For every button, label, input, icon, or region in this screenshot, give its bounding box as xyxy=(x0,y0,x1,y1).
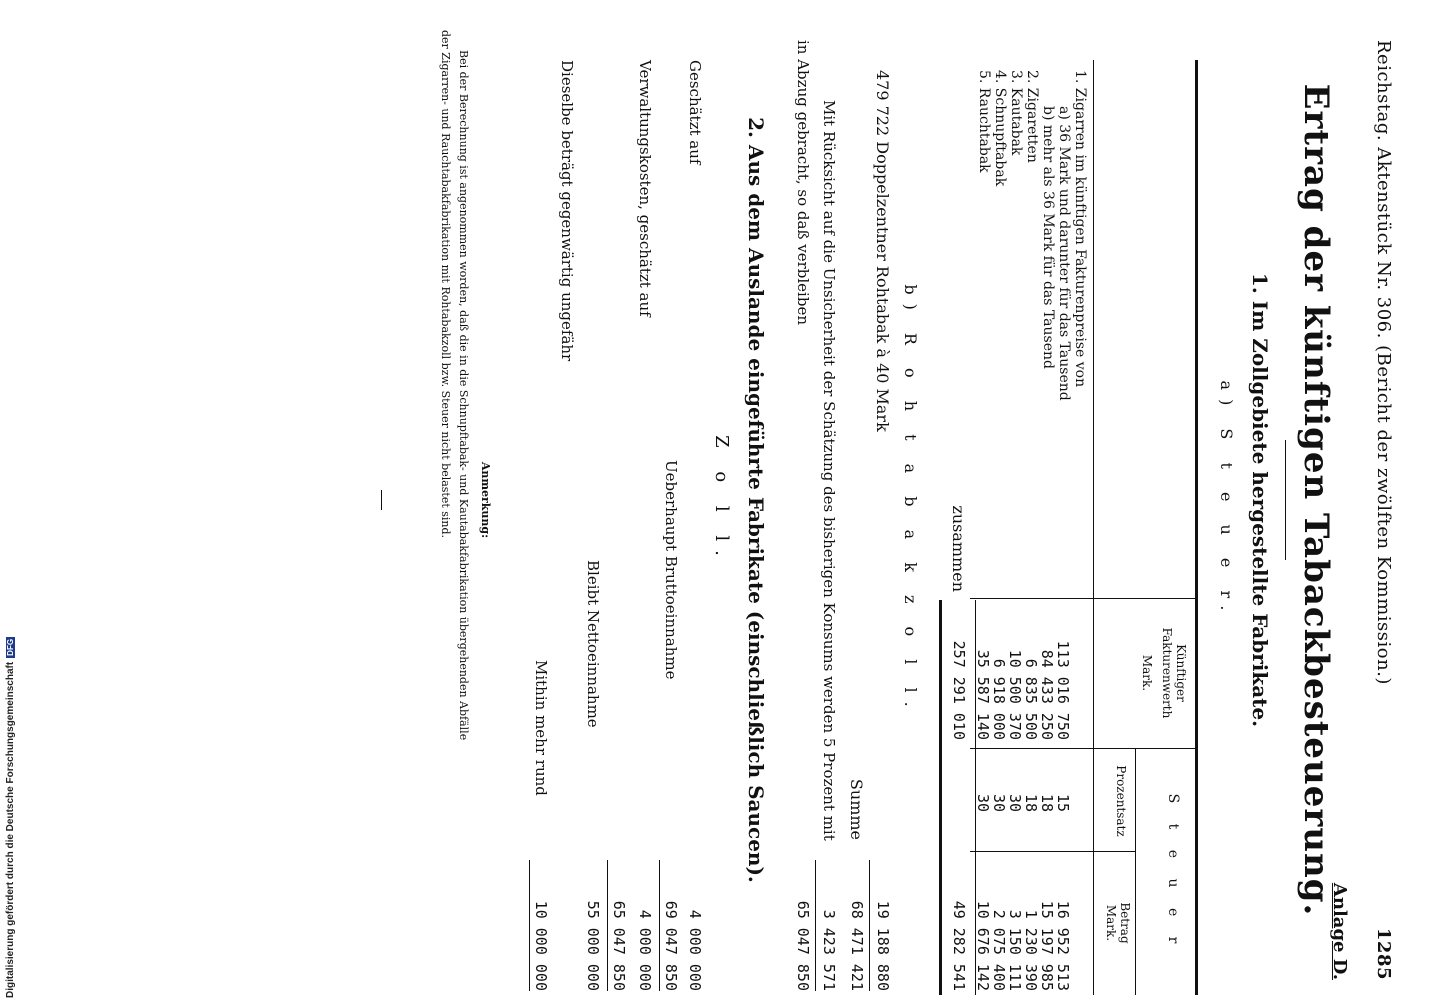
table-row-value: 6 835 500 xyxy=(1022,658,1040,740)
table-row-amount: 1 230 390 xyxy=(1022,909,1040,991)
table-row-amount: 2 075 400 xyxy=(990,909,1008,991)
table-row-amount: 16 952 513 xyxy=(1054,900,1072,991)
section2-row-label: Geschätzt auf xyxy=(686,60,704,165)
col-header-value-text: Künftiger Fakturenwerth xyxy=(1160,627,1188,719)
table-col-divider-2 xyxy=(970,748,1198,749)
table-col-divider-1 xyxy=(970,598,1198,599)
consumption-text-2: in Abzug gebracht, so daß verbleiben xyxy=(794,40,812,325)
rohtabak-line: 479 722 Doppelzentner Rohtabak à 40 Mark xyxy=(873,70,892,432)
table-row-label: 4. Schnupftabak xyxy=(992,70,1008,187)
end-mark xyxy=(381,490,382,510)
table-row-value: 10 500 370 xyxy=(1006,649,1024,740)
summe-label: Summe xyxy=(847,778,866,840)
section2-row-value: 65 047 850 xyxy=(610,900,628,991)
table-row-amount: 10 676 142 xyxy=(974,900,992,991)
table-row-value: 6 918 000 xyxy=(990,658,1008,740)
table-row-percent: 18 xyxy=(1038,793,1056,812)
title-rule xyxy=(1285,440,1286,560)
table-row-percent: 18 xyxy=(1022,793,1040,812)
table-header-bottom-rule xyxy=(1093,60,1094,995)
note-heading: Anmerkung: xyxy=(479,461,492,539)
dfg-logo: DFG xyxy=(5,638,15,656)
table-row-label: 5. Rauchtabak xyxy=(976,70,992,173)
section1-sub-a: a) S t e u e r. xyxy=(1217,380,1236,620)
section2-row-value: 55 000 000 xyxy=(584,900,602,991)
table-bottom-rule xyxy=(939,600,942,995)
section2-sum-rule xyxy=(607,860,608,991)
table-row-percent: 15 xyxy=(1054,793,1072,812)
section2-row-label: Verwaltungskosten, geschätzt auf xyxy=(636,60,654,317)
section2-row-value: 4 000 000 xyxy=(686,909,704,991)
section2-sum-rule xyxy=(659,860,660,991)
col-header-amount-unit: Mark. xyxy=(1104,904,1118,942)
section1-heading: 1. Im Zollgebiete hergestellte Fabrikate. xyxy=(1248,272,1272,728)
section2-row-value: 69 047 850 xyxy=(662,900,680,991)
note-text-1: Bei der Berechnung ist angenommen worden, daß die in die Schnupftabak- und Kautabakfabrikation übergehenden Abfälle xyxy=(457,50,470,741)
page-number: 1285 xyxy=(1373,927,1394,980)
col-header-amount xyxy=(1104,853,1132,993)
col-header-value-unit: Mark. xyxy=(1140,654,1154,692)
summe-value: 68 471 421 xyxy=(848,900,866,991)
section2-sub: Z o l l. xyxy=(711,435,732,565)
table-row-percent: 30 xyxy=(990,793,1008,812)
consumption-value-1: 3 423 571 xyxy=(820,909,838,991)
col-header-steuer: S t e u e r xyxy=(1165,793,1181,952)
section2-sum-rule xyxy=(529,860,530,991)
section2-row-value: 10 000 000 xyxy=(532,900,550,991)
section2-row-label: Mithin mehr rund xyxy=(532,660,550,796)
table-row-value: 84 433 250 xyxy=(1038,649,1056,740)
footer-text: Digitalisierung gefördert durch die Deutsche Forschungsgemeinschaft xyxy=(4,661,16,998)
section2-row-value: 4 000 000 xyxy=(636,909,654,991)
total-value: 257 291 010 xyxy=(950,640,968,740)
section2-heading: 2. Aus dem Auslande eingeführte Fabrikate (einschließlich Saucen). xyxy=(744,117,768,883)
note-text-2: der Zigarren- und Rauchtabakfabrikation mit Rohtabakzoll bzw. Steuer nicht belastet sind. xyxy=(439,30,452,539)
document-title: Ertrag der künftigen Tabackbesteuerung. xyxy=(1296,83,1336,917)
total-amount: 49 282 541 xyxy=(950,900,968,991)
table-row-label: 3. Kautabak xyxy=(1008,70,1024,156)
section1-sub-b: b) R o h t a b a k z o l l. xyxy=(901,284,920,716)
rohtabak-value: 19 188 880 xyxy=(874,900,892,991)
col-header-value xyxy=(1140,600,1188,746)
table-row-percent: 30 xyxy=(974,793,992,812)
consumption-rule xyxy=(815,860,816,991)
section2-row-label: Dieselbe beträgt gegenwärtig ungefähr xyxy=(558,60,576,362)
col-header-amount-text: Betrag xyxy=(1118,902,1132,944)
table-row-amount: 3 150 111 xyxy=(1006,909,1024,991)
table-top-rule xyxy=(1195,60,1198,995)
table-row-label: a) 36 Mark und darunter für das Tausend xyxy=(1056,106,1072,401)
page-header-left: Reichstag. Aktenstück Nr. 306. (Bericht der zwölften Kommission.) xyxy=(1373,40,1394,685)
table-row-value: 113 016 750 xyxy=(1054,640,1072,740)
steuer-header-rule xyxy=(1135,748,1136,995)
table-row-percent: 30 xyxy=(1006,793,1024,812)
table-row-label: b) mehr als 36 Mark für das Tausend xyxy=(1040,106,1056,369)
table-row-label: 1. Zigarren im künftigen Fakturenpreise von xyxy=(1072,70,1088,388)
table-row-label: 2. Zigaretten xyxy=(1024,70,1040,163)
table-row-value: 35 587 140 xyxy=(974,649,992,740)
total-label: zusammen xyxy=(949,505,968,592)
section2-row-label: Ueberhaupt Bruttoeinnahme xyxy=(662,460,680,680)
summe-rule xyxy=(869,860,870,991)
consumption-value-2: 65 047 850 xyxy=(794,900,812,991)
digitization-footer xyxy=(2,0,18,998)
table-col-divider-3 xyxy=(970,851,1136,852)
consumption-text-1: Mit Rücksicht auf die Unsicherheit der Schätzung des bisherigen Konsums werden 5 Prozent mit xyxy=(820,100,838,841)
table-row-amount: 15 197 985 xyxy=(1038,900,1056,991)
annex-label: Anlage D. xyxy=(1329,882,1350,980)
col-header-percent: Prozentsatz xyxy=(1114,765,1128,837)
section2-row-label: Bleibt Nettoeinnahme xyxy=(584,560,602,728)
